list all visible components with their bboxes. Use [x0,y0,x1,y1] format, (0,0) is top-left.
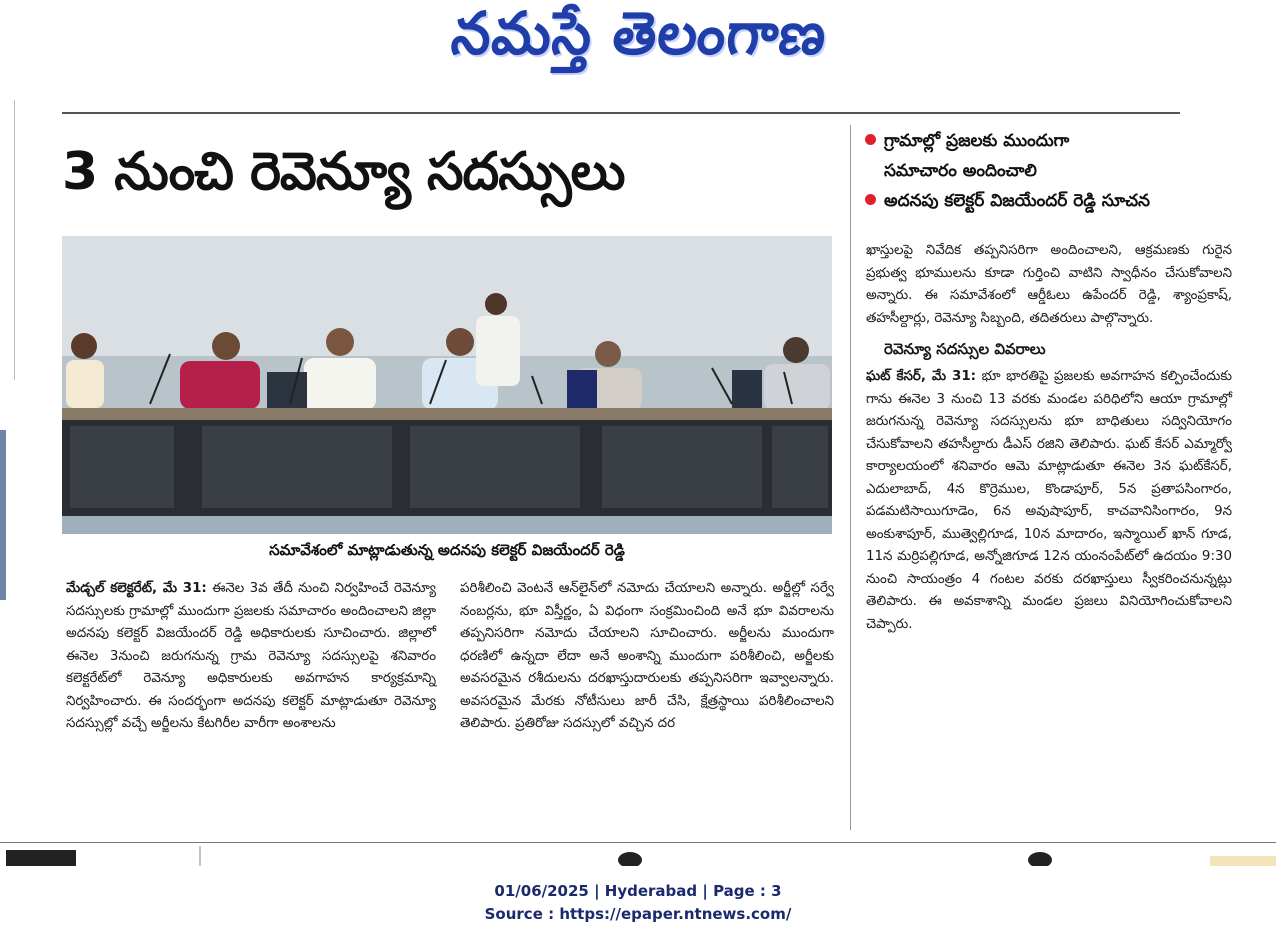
article-text: భూ భారతిపై ప్రజలకు అవగాహన కల్పించేందుకు గాను ఈనెల 3 నుంచి 13 వరకు మండల పరిధిలోని ఆయా గ్రామాల్లో జరుగనున్న రెవెన్యూ సదస్సులను భూ బాధితులు సద్వినియోగం చేసుకోవాలని తహసీల్దారు డీఎస్ రజిని తెలిపారు. ఘట్ కేసర్ ఎమ్మార్వో కార్యాలయంలో శనివారం ఆమె మాట్లాడుతూ ఈనెల 3న ఘట్‌కేసర్, ఎదులాబాద్, 4న కొర్రెముల, కొండాపూర్, 5న ప్రతాపసింగారం, పడమటిసాయిగూడెం, 6న అవుషాపూర్, కాచవానిసింగారం, 9న అంకుశాపూర్, ముత్వెల్లిగూడ, 10న మాదారం, ఇస్మాయిల్ ఖాన్ గూడ, 11న మర్రిపల్లిగూడ, అన్నోజిగూడ 12న యంనంపేట్‌లో ఉదయం 9:30 నుంచి సాయంత్రం 4 గంటల వరకు దరఖాస్తులు స్వీకరించనున్నట్లు తెలిపారు. ఈ అవకాశాన్ని మండల ప్రజలు వినియోగించుకోవాలని చెప్పారు. [866,369,1232,632]
footer-date-line: 01/06/2025 | Hyderabad | Page : 3 [494,882,782,900]
column-divider [850,125,851,830]
dateline: మేడ్చల్ కలెక్టరేట్, మే 31: [66,581,207,596]
bullet-icon [865,134,876,145]
masthead [0,0,1276,82]
meeting-photo [62,236,832,534]
article-text: ఖాస్తులపై నివేదిక తప్పనిసరిగా అందించాలని, ఆక్రమణకు గురైన ప్రభుత్వ భూములను కూడా గుర్తించి వాటిని స్వాధీనం చేసుకోవాలని అన్నారు. ఈ సమావేశంలో ఆర్డీఓలు ఉపేందర్ రెడ్డి, శ్యాంప్రకాష్, తహసీల్దార్లు, రెవెన్యూ సిబ్బంది, తదితరులు పాల్గొన్నారు. [866,243,1232,326]
meeting-photo-illustration [62,236,832,534]
footer-source-line: Source : https://epaper.ntnews.com/ [484,905,792,923]
headline: 3 నుంచి రెవెన్యూ సదస్సులు [62,142,625,202]
masthead-rule [62,112,1180,114]
article-text: ఈనెల 3వ తేదీ నుంచి నిర్వహించే రెవెన్యూ సదస్సులకు గ్రామాల్లో ముందుగా ప్రజలకు సమాచారం అందించాలని జిల్లా అదనపు కలెక్టర్ విజయేందర్ రెడ్డి అధికారులకు సూచించారు. జిల్లాలో ఈనెల 3నుంచి జరుగనున్న గ్రామ రెవెన్యూ సదస్సులపై శనివారం కలెక్టరేట్‌లో రెవెన్యూ అధికారులకు అవగాహన కార్యక్రమాన్ని నిర్వహించారు. ఈ సందర్భంగా అదనపు కలెక్టర్ మాట్లాడుతూ రెవెన్యూ సదస్సుల్లో వచ్చే అర్జీలను కేటగిరీల వారీగా అంశాలను [66,581,436,731]
bullet-icon [865,194,876,205]
article-column-3 [866,240,1232,636]
photo-caption: సమావేశంలో మాట్లాడుతున్న అదనపు కలెక్టర్ విజయేందర్ రెడ్డి [269,541,625,559]
highlights [865,126,1245,216]
masthead-title: నమస్తే తెలంగాణ [447,0,830,68]
article-text: పరిశీలించి వెంటనే ఆన్‌లైన్‌లో నమోదు చేయాలని అన్నారు. అర్జీల్లో సర్వే నంబర్లను, భూ విస్తీర్ణం, ఏ విధంగా సంక్రమించింది అనే భూ వివరాలను తప్పనిసరిగా నమోదు చేయాలని సూచించారు. అర్జీలను ముందుగా ధరణిలో ఉన్నదా లేదా అనే అంశాన్ని ముందుగా పరిశీలించి, అర్జీలకు అవసరమైన రశీదులను దరఖాస్తుదారులకు తప్పనిసరిగా ఇవ్వాలన్నారు. అవసరమైన మేరకు నోటీసులు జారీ చేసి, క్షేత్రస్థాయి పరిశీలించాలని తెలిపారు. ప్రతిరోజు సదస్సులో వచ్చిన దర [460,581,834,731]
highlight-1-cont: సమాచారం అందించాలి [884,161,1037,181]
left-edge-image-fragment [0,430,10,830]
left-edge-fragment [0,100,15,380]
highlight-1: గ్రామాల్లో ప్రజలకు ముందుగా [865,126,1245,156]
subheading: రెవెన్యూ సదస్సుల వివరాలు [884,340,1046,358]
footer [0,880,1276,926]
next-article-fragment [0,846,1276,866]
highlight-2: అదనపు కలెక్టర్ విజయేందర్ రెడ్డి సూచన [865,186,1245,216]
bottom-rule [0,842,1276,843]
dateline: ఘట్ కేసర్, మే 31: [866,369,977,384]
next-article-fragment-shapes [0,846,1276,866]
article-column-1 [66,578,436,736]
article-column-2 [460,578,834,736]
